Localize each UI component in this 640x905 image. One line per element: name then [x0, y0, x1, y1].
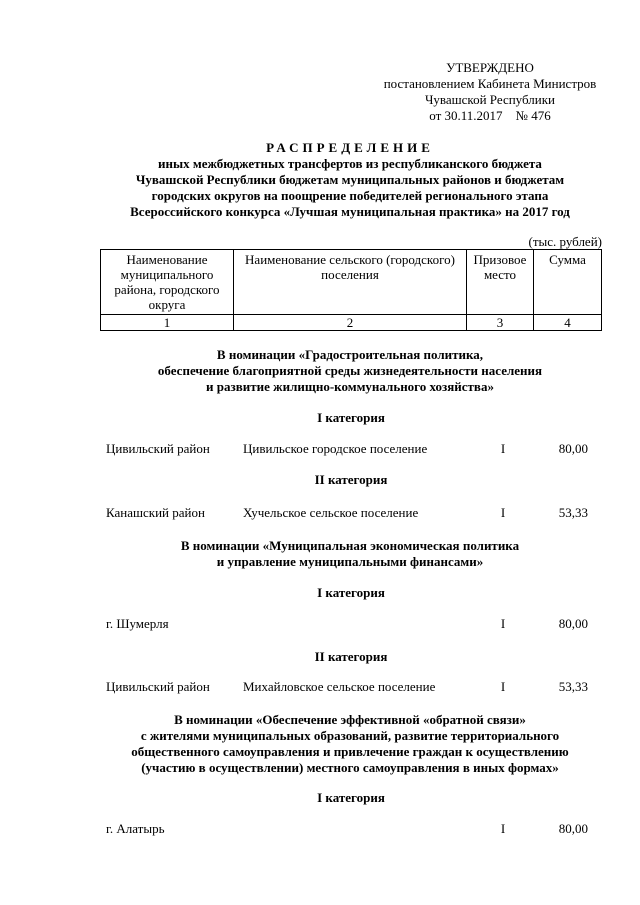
title-heading: РАСПРЕДЕЛЕНИЕ [266, 140, 434, 155]
nomination-line: В номинации «Обеспечение эффективной «обратной связи» [174, 712, 526, 727]
place-cell: I [500, 441, 506, 456]
approval-title: УТВЕРЖДЕНО [446, 60, 534, 75]
header-amount: Сумма [534, 250, 602, 315]
category-label: I категория [317, 790, 385, 805]
approval-line: Чувашской Республики [424, 92, 556, 107]
settlement-cell: Цивильское городское поселение [243, 441, 428, 456]
nomination-heading [95, 538, 605, 570]
district-cell: Канашский район [106, 505, 205, 520]
approval-line: постановлением Кабинета Министров [383, 76, 597, 91]
nomination-line: и управление муниципальными финансами» [216, 554, 484, 569]
nomination-line: обеспечение благоприятной среды жизнедеятельности населения [157, 363, 543, 378]
nomination-line: и развитие жилищно-коммунального хозяйства» [206, 379, 494, 394]
header-num: 2 [234, 315, 467, 331]
settlement-cell: Хучельское сельское поселение [243, 505, 419, 520]
title-line: иных межбюджетных трансфертов из республиканского бюджета [158, 156, 542, 171]
amount-cell: 53,33 [558, 505, 588, 520]
approval-date: от 30.11.2017 № 476 [429, 108, 551, 123]
category-label: I категория [317, 585, 385, 600]
amount-cell: 80,00 [558, 616, 588, 631]
amount-cell: 80,00 [558, 821, 588, 836]
title-line: Чувашской Республики бюджетам муниципальных районов и бюджетам [135, 172, 565, 187]
table-row [0, 679, 640, 695]
document-title [95, 140, 605, 220]
place-cell: I [500, 821, 506, 836]
district-cell: г. Шумерля [106, 616, 169, 631]
nomination-heading [95, 347, 605, 395]
nomination-line: с жителями муниципальных образований, развитие территориального [140, 728, 560, 743]
nomination-heading [95, 712, 605, 776]
header-district: Наименование муниципального района, городского округа [101, 250, 234, 315]
amount-cell: 53,33 [558, 679, 588, 694]
district-cell: Цивильский район [106, 679, 210, 694]
nomination-line: В номинации «Муниципальная экономическая политика [180, 538, 520, 553]
category-label: II категория [314, 472, 388, 487]
category-label: I категория [317, 410, 385, 425]
settlement-cell: Михайловское сельское поселение [243, 679, 436, 694]
place-cell: I [500, 616, 506, 631]
table-row [0, 505, 640, 521]
header-place: Призовое место [467, 250, 534, 315]
table-row [0, 441, 640, 457]
place-cell: I [500, 679, 506, 694]
title-line: Всероссийского конкурса «Лучшая муниципальная практика» на 2017 год [130, 204, 570, 219]
header-num: 1 [101, 315, 234, 331]
amount-cell: 80,00 [558, 441, 588, 456]
district-cell: Цивильский район [106, 441, 210, 456]
units-label: (тыс. рублей) [528, 234, 602, 249]
nomination-line: общественного самоуправления и привлечение граждан к осуществлению [131, 744, 569, 759]
place-cell: I [500, 505, 506, 520]
header-num: 4 [534, 315, 602, 331]
title-line: городских округов на поощрение победителей регионального этапа [151, 188, 549, 203]
table-header [100, 249, 602, 331]
nomination-line: В номинации «Градостроительная политика, [216, 347, 484, 362]
table-row [0, 616, 640, 632]
nomination-line: (участию в осуществлении) местного самоуправления в иных формах» [141, 760, 559, 775]
header-num: 3 [467, 315, 534, 331]
approval-stamp [340, 60, 640, 124]
category-label: II категория [314, 649, 388, 664]
table-row [0, 821, 640, 837]
header-settlement: Наименование сельского (городского) поселения [234, 250, 467, 315]
district-cell: г. Алатырь [106, 821, 165, 836]
